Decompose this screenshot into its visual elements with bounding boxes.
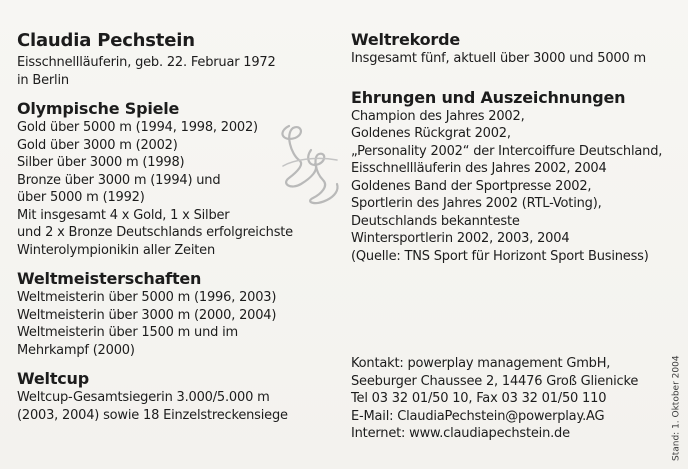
world-cup-line: (2003, 2004) sowie 18 Einzelstreckensiege	[17, 407, 288, 423]
world-championships-heading: Weltmeisterschaften	[17, 269, 202, 288]
records-line: Insgesamt fünf, aktuell über 3000 und 5000 m	[351, 51, 646, 66]
world-cup-list	[17, 389, 337, 424]
olympics-line: Mit insgesamt 4 x Gold, 1 x Silber	[17, 207, 230, 223]
contact-website: Internet: www.claudiapechstein.de	[351, 426, 570, 441]
intro-block	[17, 54, 337, 89]
person-name: Claudia Pechstein	[17, 30, 195, 51]
contact-email: E-Mail: ClaudiaPechstein@powerplay.AG	[351, 408, 605, 424]
olympics-list	[17, 119, 337, 259]
contact-company: Kontakt: powerplay management GmbH,	[351, 356, 611, 371]
world-cup-heading: Weltcup	[17, 369, 89, 388]
olympics-line: Bronze über 3000 m (1994) und	[17, 172, 221, 188]
olympics-line: Gold über 3000 m (2002)	[17, 137, 178, 153]
honors-line: Goldenes Band der Sportpresse 2002,	[351, 178, 592, 194]
records-list	[351, 50, 671, 68]
right-column	[351, 30, 671, 265]
olympics-line: und 2 x Bronze Deutschlands erfolgreichste	[17, 225, 293, 240]
contact-block	[351, 355, 671, 443]
left-column	[17, 30, 337, 424]
world-championships-line: Weltmeisterin über 5000 m (1996, 2003)	[17, 290, 277, 305]
honors-line: Eisschnellläuferin des Jahres 2002, 2004	[351, 161, 607, 176]
honors-line: Champion des Jahres 2002,	[351, 108, 525, 124]
stand-date: Stand: 1. Oktober 2004	[672, 355, 682, 461]
olympics-line: über 5000 m (1992)	[17, 190, 145, 205]
honors-line: Sportlerin des Jahres 2002 (RTL-Voting),	[351, 196, 602, 211]
contact-phone: Tel 03 32 01/50 10, Fax 03 32 01/50 110	[351, 391, 607, 406]
olympics-heading: Olympische Spiele	[17, 99, 180, 118]
intro-line: in Berlin	[17, 72, 69, 88]
olympics-line: Silber über 3000 m (1998)	[17, 155, 185, 170]
world-championships-line: Weltmeisterin über 1500 m und im	[17, 325, 238, 340]
world-championships-line: Mehrkampf (2000)	[17, 342, 135, 358]
olympics-line: Winterolympionikin aller Zeiten	[17, 242, 215, 258]
intro-line: Eisschnellläuferin, geb. 22. Februar 1972	[17, 55, 276, 70]
honors-line: „Personality 2002“ der Intercoiffure Deutschland,	[351, 143, 663, 159]
world-championships-list	[17, 289, 337, 359]
honors-list	[351, 108, 671, 266]
honors-line: Goldenes Rückgrat 2002,	[351, 126, 511, 141]
contact-address: Seeburger Chaussee 2, 14476 Groß Glienicke	[351, 373, 639, 389]
olympics-line: Gold über 5000 m (1994, 1998, 2002)	[17, 120, 258, 135]
honors-heading: Ehrungen und Auszeichnungen	[351, 87, 626, 107]
honors-line: (Quelle: TNS Sport für Horizont Sport Business)	[351, 248, 649, 264]
world-cup-line: Weltcup-Gesamtsiegerin 3.000/5.000 m	[17, 390, 270, 405]
records-heading: Weltrekorde	[351, 30, 461, 49]
honors-line: Wintersportlerin 2002, 2003, 2004	[351, 231, 570, 246]
honors-line: Deutschlands bekannteste	[351, 213, 520, 229]
world-championships-line: Weltmeisterin über 3000 m (2000, 2004)	[17, 307, 277, 323]
